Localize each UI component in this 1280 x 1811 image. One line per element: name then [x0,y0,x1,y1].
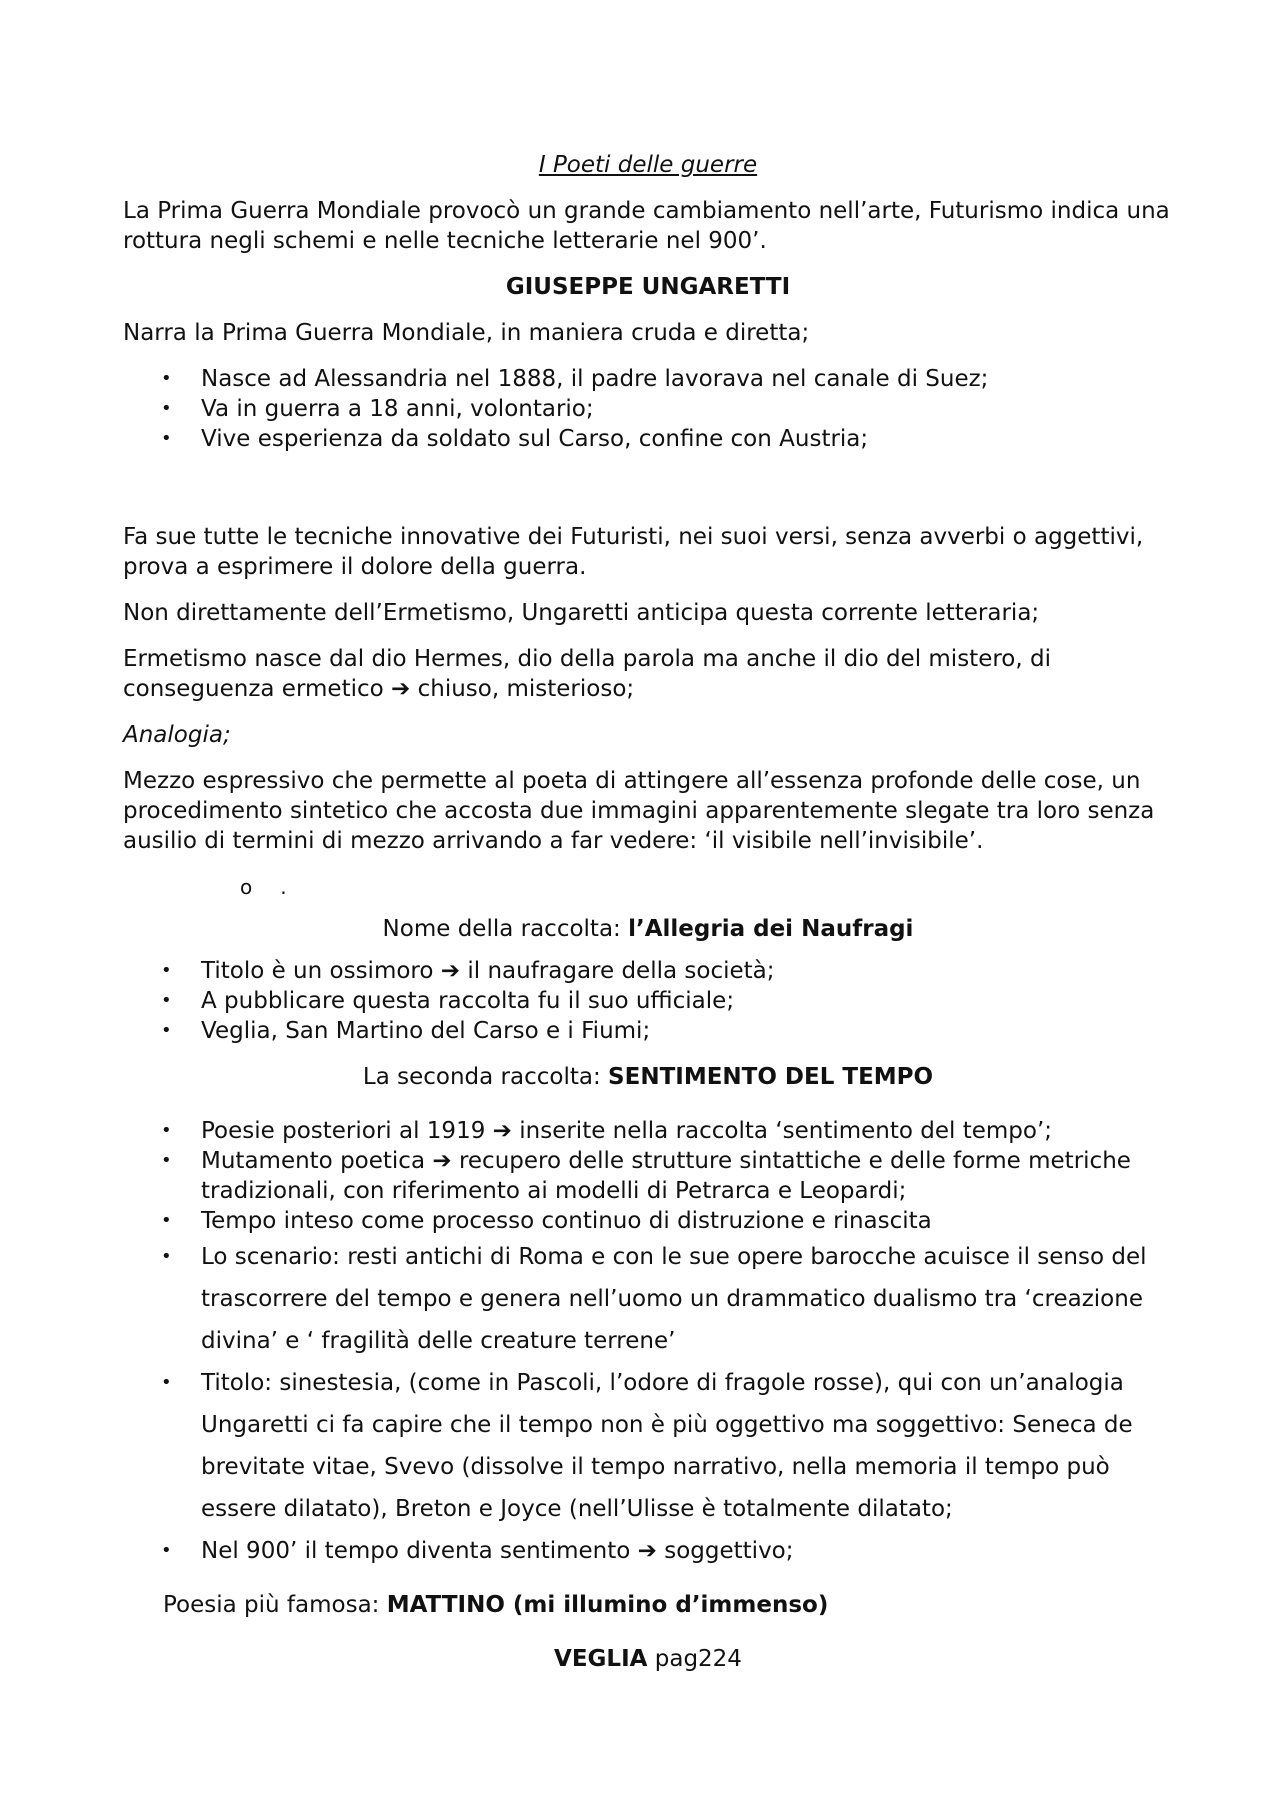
list-item-text: il naufragare della società; [467,958,775,984]
bullet-icon: • [161,1120,172,1141]
arrow-right-icon: ➔ [391,676,411,702]
list-item-text: A pubblicare questa raccolta fu il suo ufficiale; [201,988,735,1014]
raccolta2-prefix: La seconda raccolta: [362,1064,601,1090]
raccolta1-list [123,956,1173,1046]
circle-bullet-icon: o [240,875,253,899]
hermes-text-after: chiuso, misterioso; [417,676,635,702]
list-item [123,986,1173,1016]
bullet-icon: • [161,1246,172,1267]
famous-prefix: Poesia più famosa: [163,1592,380,1618]
intro-paragraph: La Prima Guerra Mondiale provocò un grande cambiamento nell’arte, Futurismo indica una rottura negli schemi e nelle tecniche letterarie nel 900’. [123,198,1170,254]
list-item [123,364,1173,394]
list-item [123,1116,1173,1146]
list-item-text: Veglia, San Martino del Carso e i Fiumi; [201,1018,651,1044]
arrow-right-icon: ➔ [432,1148,452,1174]
analogia-label: Analogia; [123,722,231,748]
veglia-page: pag224 [654,1646,742,1672]
spacer [123,470,1173,522]
list-item [123,1016,1173,1046]
bullet-icon: • [161,1020,172,1041]
document-title: I Poeti delle guerre [538,152,758,178]
bullet-icon: • [161,1150,172,1171]
list-item-text: Vive esperienza da soldato sul Carso, confine con Austria; [201,426,869,452]
analogia-paragraph: Mezzo espressivo che permette al poeta di attingere all’essenza profonde delle cose, un procedimento sintetico che accosta due immagini apparentemente slegate tra loro senza ausilio di termini di mezzo arrivando a far vedere: ‘il visibile nell’invisibile’. [123,768,1155,854]
arrow-right-icon: ➔ [440,958,461,984]
list-item [123,424,1173,454]
hermes-text-before: Ermetismo nasce dal dio Hermes, dio della parola ma anche il dio del mistero, di conseguenza ermetico [123,646,1051,702]
raccolta1-title [123,914,1173,944]
list-item-text: recupero delle strutture sintattiche e delle forme metriche tradizionali, con riferimento ai modelli di Petrarca e Leopardi; [201,1148,1131,1204]
ermetismo-paragraph: Non direttamente dell’Ermetismo, Ungaretti anticipa questa corrente letteraria; [123,600,1040,626]
list-item [123,1206,1173,1236]
list-item [123,1236,1173,1362]
bullet-icon: • [161,368,172,389]
list-item [123,1146,1173,1206]
list-item-text: Nasce ad Alessandria nel 1888, il padre lavorava nel canale di Suez; [201,366,989,392]
techniques-paragraph: Fa sue tutte le tecniche innovative dei Futuristi, nei suoi versi, senza avverbi o aggettivi, prova a esprimere il dolore della guerra. [123,524,1144,580]
sub-list-item [123,872,1173,902]
list-item-text: Titolo è un ossimoro [201,958,434,984]
list-item [123,1536,1173,1566]
veglia-title [123,1644,1173,1674]
lead-paragraph: Narra la Prima Guerra Mondiale, in maniera cruda e diretta; [123,320,810,346]
list-item-text: Poesie posteriori al 1919 [201,1118,486,1144]
hermes-paragraph [123,644,1173,704]
list-item-text: Va in guerra a 18 anni, volontario; [201,396,594,422]
arrow-right-icon: ➔ [492,1118,512,1144]
list-item-text: soggettivo; [664,1538,794,1564]
bullet-icon: • [161,398,172,419]
veglia-name: VEGLIA [554,1646,648,1672]
raccolta2-list [123,1116,1173,1566]
bullet-icon: • [161,1210,172,1231]
author-heading: GIUSEPPE UNGARETTI [505,274,791,300]
list-item [123,394,1173,424]
raccolta1-name: l’Allegria dei Naufragi [628,916,914,942]
list-item-text: Lo scenario: resti antichi di Roma e con le sue opere barocche acuisce il senso del trascorrere del tempo e genera nell’uomo un drammatico dualismo tra ‘creazione divina’ e ‘ fragilità delle creature terrene’ [201,1244,1147,1354]
famous-poem [123,1590,1173,1620]
raccolta1-prefix: Nome della raccolta: [382,916,621,942]
bullet-icon: • [161,990,172,1011]
bullet-icon: • [161,428,172,449]
list-item-text: Mutamento poetica [201,1148,426,1174]
famous-name: MATTINO (mi illumino d’immenso) [386,1592,829,1618]
list-item [123,1362,1173,1530]
document-body [123,150,1173,1674]
list-item-text: Titolo: sinestesia, (come in Pascoli, l’odore di fragole rosse), qui con un’analogia Ungaretti ci fa capire che il tempo non è più oggettivo ma soggettivo: Seneca de brevitate vitae, Svevo (dissolve il tempo narrativo, nella memoria il tempo può essere dilatato), Breton e Joyce (nell’Ulisse è totalmente dilatato; [201,1370,1133,1522]
arrow-right-icon: ➔ [637,1538,657,1564]
raccolta2-name: SENTIMENTO DEL TEMPO [608,1064,934,1090]
list-item-text: inserite nella raccolta ‘sentimento del tempo’; [519,1118,1053,1144]
list-item [123,956,1173,986]
bullet-icon: • [161,1372,172,1393]
list-item-text: Tempo inteso come processo continuo di distruzione e rinascita [201,1208,932,1234]
sub-list-text: . [280,875,287,899]
bullet-icon: • [161,960,172,981]
raccolta2-title [123,1062,1173,1092]
bullet-icon: • [161,1540,172,1561]
bio-list [123,364,1173,454]
list-item-text: Nel 900’ il tempo diventa sentimento [201,1538,631,1564]
